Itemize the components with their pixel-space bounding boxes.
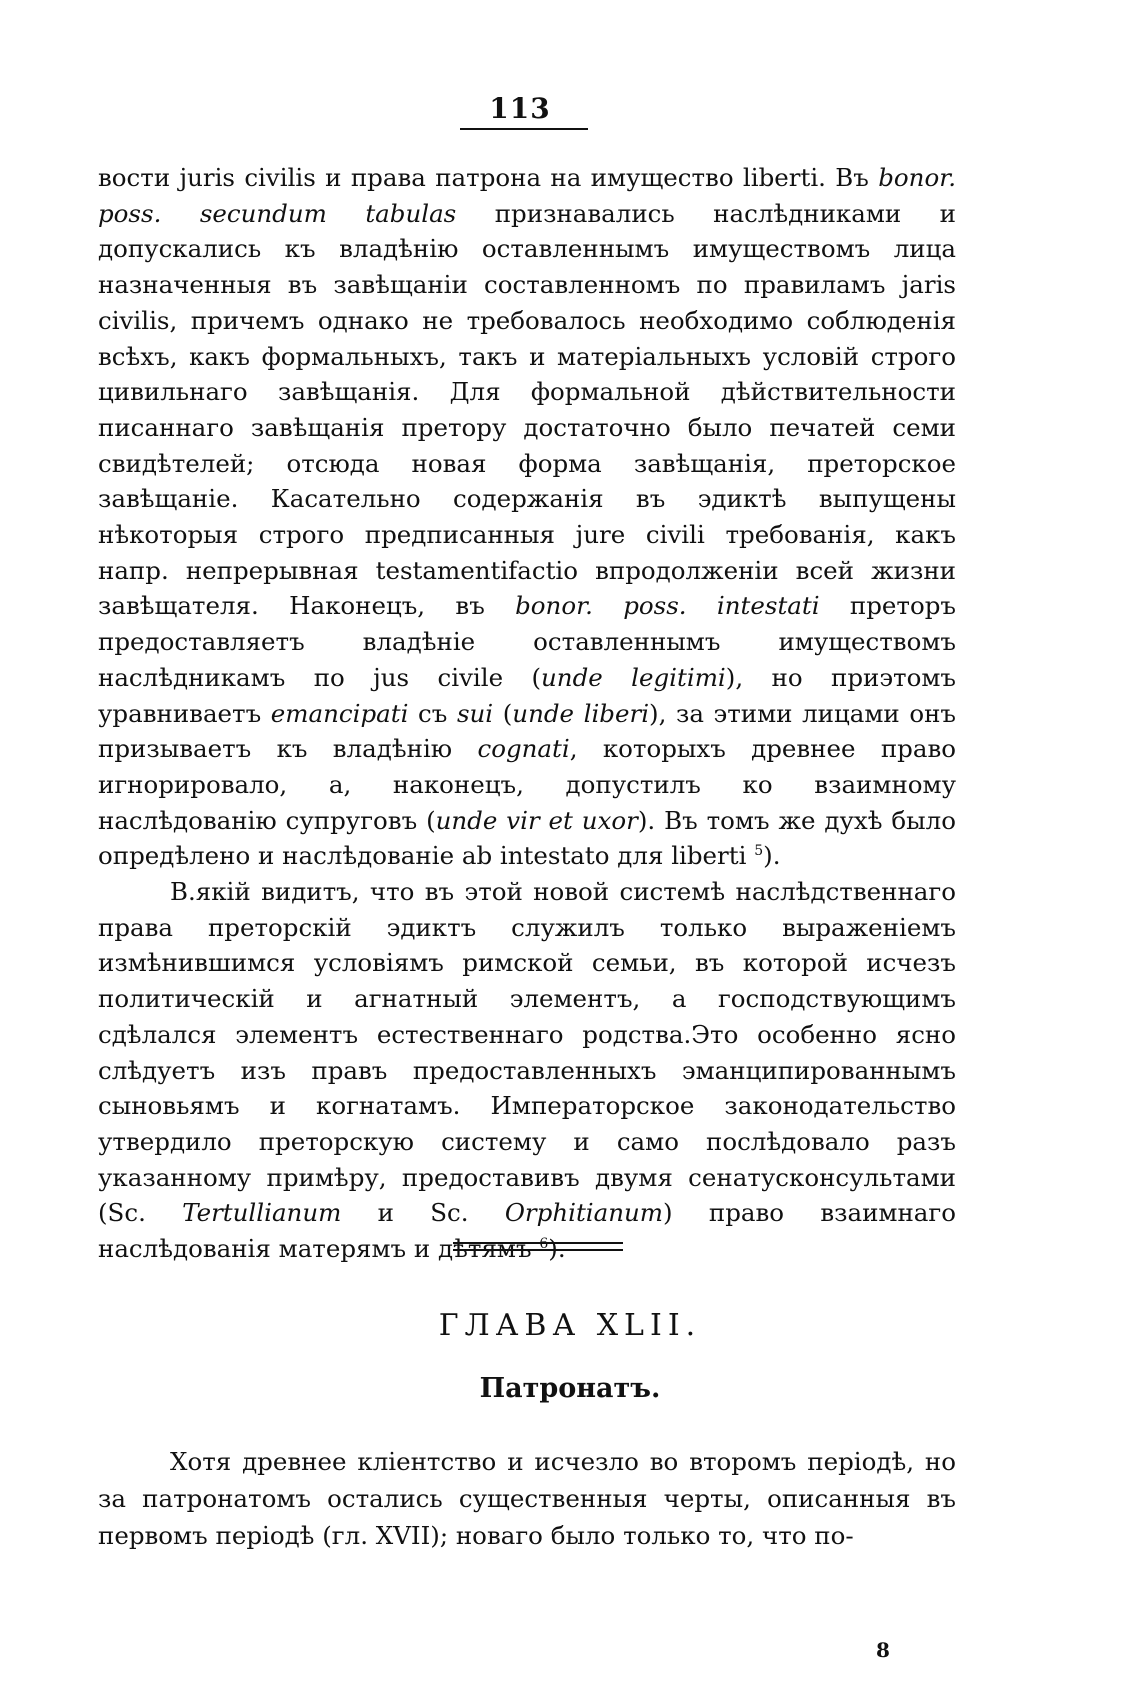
paragraph-3: Хотя древнее кліентство и исчезло во второмъ періодѣ, но за патронатомъ остались существенныя черты, описанныя въ первомъ періодѣ (гл. XVII); новаго было только то, что по- (98, 1447, 956, 1550)
italic-term: bonor. poss. secundum tabulas (98, 163, 957, 228)
italic-term: Orphitianum (504, 1198, 664, 1228)
text-run: признавались наслѣдниками и допускались къ владѣнію оставленнымъ имуществомъ лица назначенныя въ завѣщаніи составленномъ по правиламъ jaris civilis, причемъ однако не требовалось необходимо соблюденія всѣхъ, какъ формальныхъ, такъ и матеріальныхъ условій строго цивильнаго завѣщанія. Для формальной дѣйствительности писаннаго завѣщанія претору достаточно было печатей семи свидѣтелей; отсюда новая форма завѣщанія, преторское завѣщаніе. Касательно содержанія въ эдиктѣ выпущены нѣкоторыя строго предписанныя jure civili требованія, какъ напр. непрерывная testamentifactio впродолженіи всей жизни завѣщателя. Наконецъ, въ (98, 198, 957, 621)
chapter-text (98, 1443, 956, 1554)
italic-term: unde liberi (512, 698, 650, 728)
text-run: В.якій видитъ, что въ этой новой системѣ наслѣдственнаго права преторскій эдиктъ служилъ только выраженіемъ измѣнившимся условіямъ римской семьи, въ которой исчезъ политическій и агнатный элементъ, а господствующимъ сдѣлался элементъ естественнаго родства.Это особенно ясно слѣдуетъ изъ правъ предоставленныхъ эманципированнымъ сыновьямъ и когнатамъ. Императорское законодательство утвердило преторскую систему и само послѣдовало разъ указанному примѣру, предоставивъ двумя сенатусконсультами (Sc. (98, 877, 956, 1228)
italic-term: sui (456, 698, 494, 728)
italic-term: Tertullianum (182, 1198, 342, 1228)
text-run: и права патрона на имущество liberti. Въ (315, 163, 879, 192)
text-run: ). Въ томъ же духѣ было опредѣлено и наслѣдованіе ab intestato для liberti (98, 805, 956, 871)
separator-line (453, 1249, 623, 1251)
text-run: , которыхъ древнее право игнорировало, а, наконецъ, допустилъ ко взаимному наслѣдованію супруговъ ( (98, 734, 956, 835)
italic-term: unde legitimi (541, 662, 726, 692)
text-run: ( (493, 698, 513, 728)
footnote-ref[interactable]: 5 (754, 843, 764, 860)
text-run: ). (763, 841, 781, 871)
paragraph-2 (98, 874, 956, 1267)
section-separator (453, 1242, 623, 1256)
italic-term: unde vir et uxor (435, 805, 638, 835)
page-number: 113 (489, 92, 551, 125)
italic-term: emancipati (270, 698, 409, 728)
section-title: Патронатъ. (479, 1373, 661, 1404)
separator-line (453, 1242, 623, 1244)
main-text (98, 160, 956, 1267)
paragraph-1 (98, 160, 956, 874)
italic-term: bonor. poss. intestati (515, 591, 820, 621)
text-run: ), но приэтомъ уравниваетъ (98, 662, 957, 728)
text-run: juris civilis (179, 163, 316, 192)
printer-signature-mark: 8 (876, 1638, 890, 1662)
text-run: ) право взаимнаго наслѣдованія матерямъ и дѣтямъ (98, 1198, 957, 1264)
text-run: съ (408, 698, 457, 728)
chapter-title: ГЛАВА XLII. (438, 1308, 702, 1343)
page-number-underline (460, 128, 588, 130)
text-run: ), за этими лицами онъ призываетъ къ владѣнію (98, 698, 956, 764)
text-run: вости (98, 163, 180, 192)
italic-term: cognati (477, 734, 570, 764)
text-run: и Sc. (341, 1198, 505, 1228)
text-run: преторъ предоставляетъ владѣніе оставленнымъ имуществомъ наслѣдникамъ по jus civile ( (98, 591, 956, 692)
footnote-ref[interactable]: 6 (539, 1235, 549, 1252)
text-run: ). (548, 1234, 566, 1264)
